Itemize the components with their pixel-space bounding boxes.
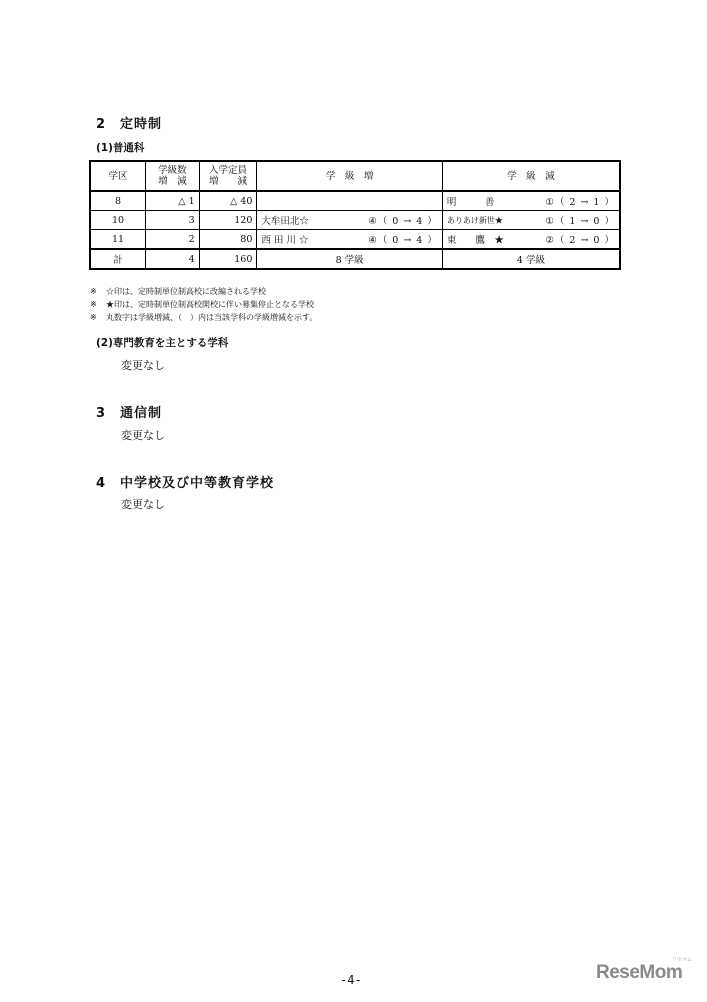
section-4-text: 変更なし <box>121 498 165 511</box>
cell-classes: 2 <box>146 230 200 250</box>
cell-district: 10 <box>90 211 146 230</box>
cell-district: 11 <box>90 230 146 250</box>
header-classes-line1: 学級数 <box>158 165 187 176</box>
note-item <box>90 285 317 298</box>
table-notes <box>90 285 317 324</box>
header-decrease: 学 級 減 <box>442 161 620 191</box>
header-classes <box>146 161 200 191</box>
section-number: 3 <box>96 406 107 421</box>
header-capacity <box>199 161 257 191</box>
watermark-logo: ReseMom <box>596 962 683 983</box>
increase-school: 大牟田北☆ <box>261 216 309 227</box>
table-row <box>90 211 620 230</box>
cell-increase <box>257 230 442 250</box>
decrease-change: ①（ 1 → 0 ） <box>545 216 615 227</box>
increase-change: ④（ 0 → 4 ） <box>368 235 438 246</box>
section-3-text: 変更なし <box>121 429 165 442</box>
watermark-logo-kana: リセマム <box>672 957 692 963</box>
section-title: 中学校及び中等教育学校 <box>120 476 275 491</box>
total-label: 計 <box>90 249 146 269</box>
increase-change: ④（ 0 → 4 ） <box>368 216 438 227</box>
total-decrease: 4 学級 <box>442 249 620 269</box>
header-capacity-line2: 増 減 <box>209 176 248 187</box>
header-increase: 学 級 増 <box>257 161 442 191</box>
decrease-school: 東 鷹 ★ <box>446 235 504 246</box>
cell-classes: 3 <box>146 211 200 230</box>
section-4-heading <box>96 472 274 491</box>
cell-capacity: 120 <box>199 211 257 230</box>
decrease-school: ありあけ新世★ <box>446 215 503 225</box>
section-title: 通信制 <box>120 406 163 421</box>
note-mark: ※ <box>90 287 97 296</box>
note-text: 丸数字は学級増減、（ ）内は当該学科の学級増減を示す。 <box>106 313 318 322</box>
class-change-table <box>89 160 621 270</box>
total-capacity: 160 <box>199 249 257 269</box>
note-mark: ※ <box>90 300 97 309</box>
cell-increase <box>257 191 442 211</box>
note-mark: ※ <box>90 313 97 322</box>
header-district: 学区 <box>90 161 146 191</box>
section-number: 4 <box>96 476 107 491</box>
cell-classes: △ 1 <box>146 191 200 211</box>
section-title: 定時制 <box>120 117 163 132</box>
table-row <box>90 191 620 211</box>
note-item <box>90 311 317 324</box>
increase-school: 西 田 川 ☆ <box>261 235 309 246</box>
note-item <box>90 298 317 311</box>
cell-increase <box>257 211 442 230</box>
cell-capacity: △ 40 <box>199 191 257 211</box>
header-classes-line2: 増 減 <box>158 176 187 187</box>
page-number: -4- <box>340 973 362 987</box>
cell-district: 8 <box>90 191 146 211</box>
table-row <box>90 230 620 250</box>
header-capacity-line1: 入学定員 <box>209 165 248 176</box>
cell-decrease <box>442 230 620 250</box>
cell-capacity: 80 <box>199 230 257 250</box>
table-header-row <box>90 161 620 191</box>
decrease-change: ②（ 2 → 0 ） <box>545 235 615 246</box>
subsection-1-label: (1)普通科 <box>96 142 145 154</box>
section-number: 2 <box>96 117 107 132</box>
subsection-2-label: (2)専門教育を主とする学科 <box>96 337 229 349</box>
cell-decrease <box>442 191 620 211</box>
note-text: ★印は、定時制単位制高校開校に伴い募集停止となる学校 <box>106 300 314 309</box>
section-2-heading <box>96 113 162 132</box>
section-3-heading <box>96 402 162 421</box>
cell-decrease <box>442 211 620 230</box>
note-text: ☆印は、定時制単位制高校に改編される学校 <box>106 287 266 296</box>
decrease-change: ①（ 2 → 1 ） <box>545 197 615 208</box>
total-classes: 4 <box>146 249 200 269</box>
decrease-school: 明 善 <box>446 197 495 208</box>
subsection-2-text: 変更なし <box>121 359 165 372</box>
table-total-row <box>90 249 620 269</box>
total-increase: 8 学級 <box>257 249 442 269</box>
